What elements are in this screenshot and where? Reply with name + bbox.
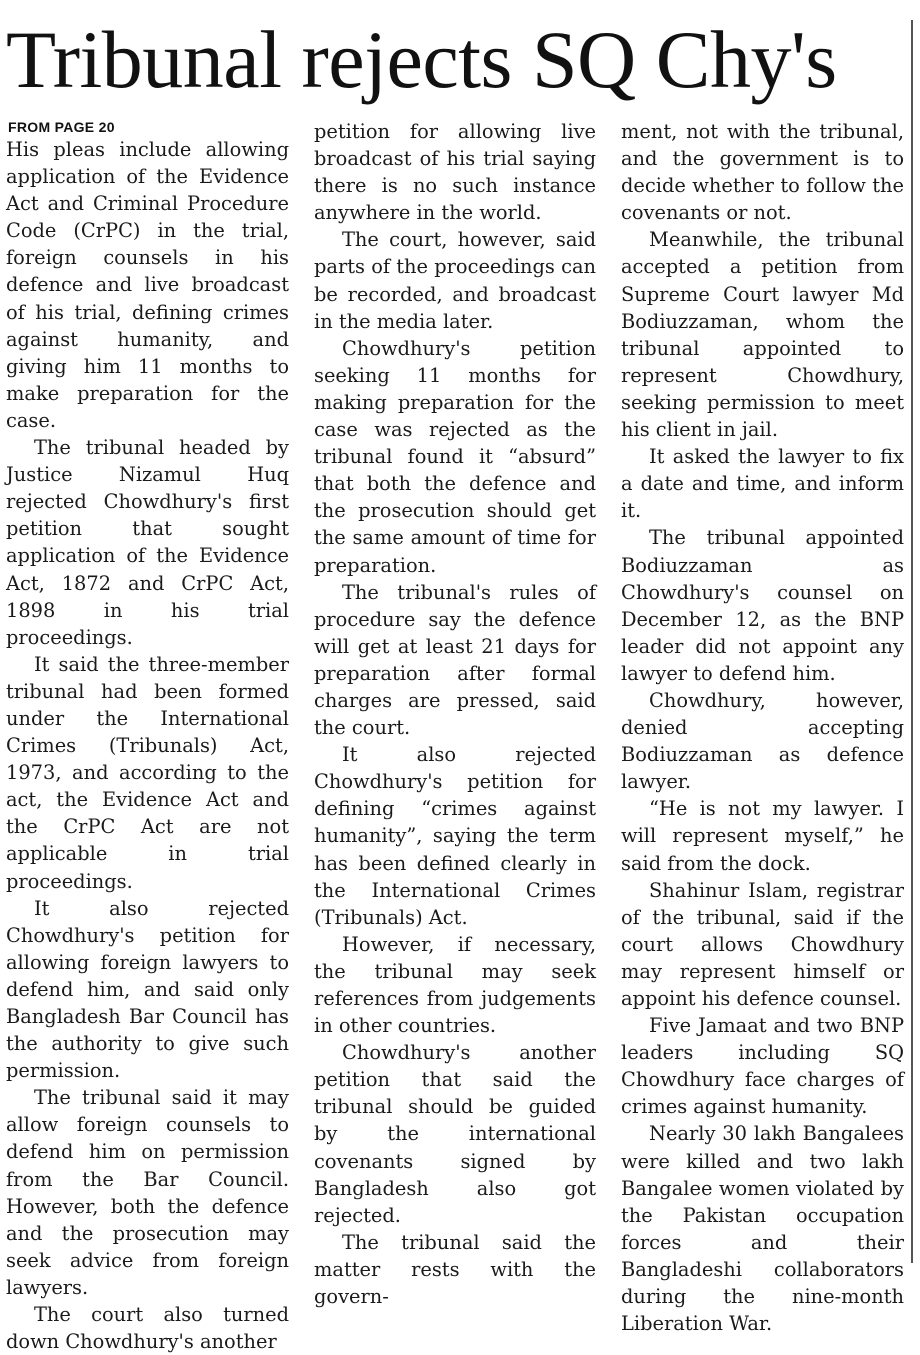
paragraph: The court also turned down Chowdhury's another <box>6 1303 289 1354</box>
article-column-1 <box>6 118 289 1354</box>
article-column-3 <box>621 118 904 1336</box>
paragraph: However, if necessary, the tribunal may seek references from judgements in other countries. <box>314 932 596 1038</box>
paragraph: The tribunal headed by Justice Nizamul Huq rejected Chowdhury's first petition that sought application of the Evidence Act, 1872 and CrPC Act, 1898 in his trial proceedings. <box>6 436 289 649</box>
paragraph: Shahinur Islam, registrar of the tribunal, said if the court allows Chowdhury may represent himself or appoint his defence counsel. <box>621 878 904 1010</box>
paragraph: The court, however, said parts of the proceedings can be recorded, and broadcast in the media later. <box>314 228 596 333</box>
paragraph: It said the three-member tribunal had been formed under the International Crimes (Tribunals) Act, 1973, and according to the act, the Evidence Act and the CrPC Act are not applicable in trial proceedings. <box>6 652 289 893</box>
paragraph: Meanwhile, the tribunal accepted a petition from Supreme Court lawyer Md Bodiuzzaman, whom the tribunal appointed to represent Chowdhury, seeking permission to meet his client in jail. <box>621 228 904 442</box>
paragraph: “He is not my lawyer. I will represent myself,” he said from the dock. <box>621 797 904 875</box>
paragraph: It also rejected Chowdhury's petition for defining “crimes against humanity”, saying the term has been defined clearly in the International Crimes (Tribunals) Act. <box>314 743 596 929</box>
paragraph: Nearly 30 lakh Bangalees were killed and two lakh Bangalee women violated by the Pakistan occupation forces and their Bangladeshi collaborators during the nine-month Liberation War. <box>621 1122 904 1336</box>
paragraph: Chowdhury, however, denied accepting Bodiuzzaman as defence lawyer. <box>621 688 904 794</box>
paragraph: The tribunal's rules of procedure say the defence will get at least 21 days for preparation after formal charges are pressed, said the court. <box>314 580 596 740</box>
article-column-2 <box>314 118 596 1309</box>
paragraph: His pleas include allowing application of the Evidence Act and Criminal Procedure Code (CrPC) in the trial, foreign counsels in his defence and live broadcast of his trial, defining crimes against humanity, and giving him 11 months to make preparation for the case. <box>6 138 289 432</box>
paragraph: petition for allowing live broadcast of his trial saying there is no such instance anywhere in the world. <box>314 120 596 225</box>
paragraph: The tribunal said it may allow foreign counsels to defend him on permission from the Bar Council. However, both the defence and the prosecution may seek advice from foreign lawyers. <box>6 1086 289 1299</box>
paragraph: Chowdhury's another petition that said the tribunal should be guided by the international covenants signed by Bangladesh also got rejected. <box>314 1041 596 1227</box>
paragraph: Chowdhury's petition seeking 11 months for making preparation for the case was rejected as the tribunal found it “absurd” that both the defence and the prosecution should get the same amount of time for preparation. <box>314 336 596 577</box>
column-rule <box>911 20 913 1263</box>
headline: Tribunal rejects SQ Chy's <box>6 14 837 105</box>
continued-from-label: FROM PAGE 20 <box>8 119 115 135</box>
paragraph: The tribunal appointed Bodiuzzaman as Chowdhury's counsel on December 12, as the BNP leader did not appoint any lawyer to defend him. <box>621 526 904 685</box>
paragraph: It also rejected Chowdhury's petition for allowing foreign lawyers to defend him, and said only Bangladesh Bar Council has the authority to give such permission. <box>6 896 289 1083</box>
paragraph: It asked the lawyer to fix a date and time, and inform it. <box>621 445 904 523</box>
paragraph: Five Jamaat and two BNP leaders including SQ Chowdhury face charges of crimes against humanity. <box>621 1014 904 1119</box>
paragraph: ment, not with the tribunal, and the government is to decide whether to follow the covenants or not. <box>621 120 904 225</box>
paragraph: The tribunal said the matter rests with the govern- <box>314 1230 596 1309</box>
